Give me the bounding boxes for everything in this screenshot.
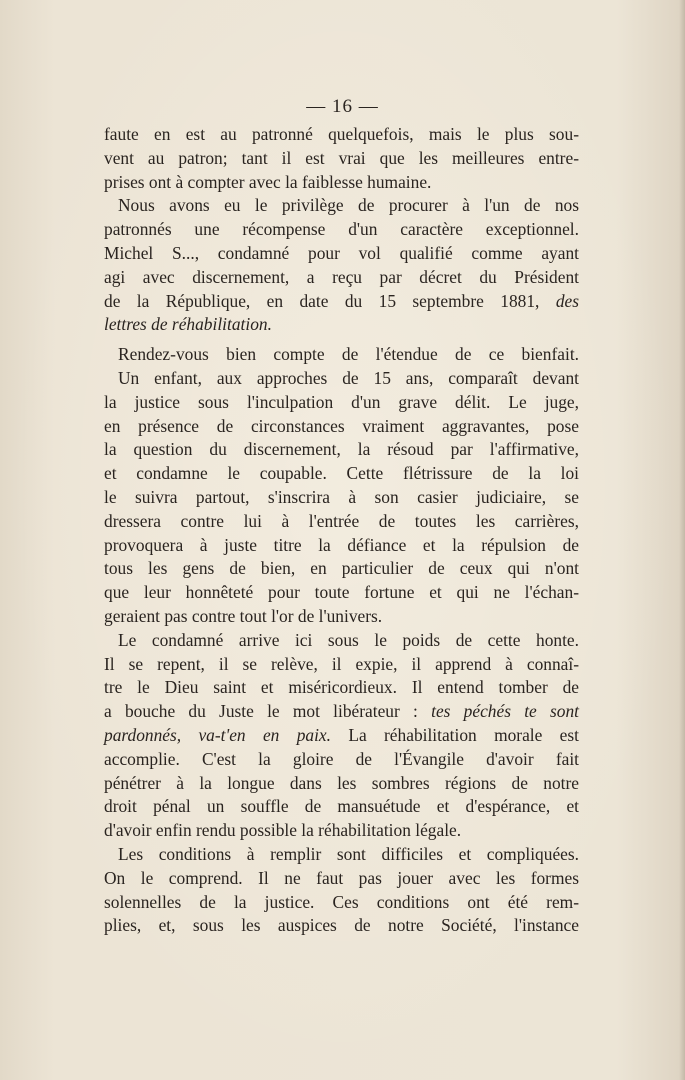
text-line: Un enfant, aux approches de 15 ans, comparaît devant (118, 367, 579, 388)
text-line: tre le Dieu saint et miséricordieux. Il entend tomber de (104, 677, 579, 698)
text-line: Michel S..., condamné pour vol qualifié comme ayant (104, 242, 579, 263)
page-edge-shadow (679, 0, 685, 1080)
text-line: agi avec discernement, a reçu par décret du Président (104, 266, 579, 287)
text-segment: La réhabilitation morale est (348, 724, 579, 745)
text-line: d'avoir enfin rendu possible la réhabilitation légale. (104, 820, 462, 841)
text-line: le suivra partout, s'inscrira à son casier judiciaire, se (104, 486, 579, 507)
text-line: faute en est au patronné quelquefois, mais le plus sou- (104, 124, 579, 144)
italic-text: tes péchés te sont (431, 701, 580, 722)
text-line: la justice sous l'inculpation d'un grave délit. Le juge, (104, 391, 579, 412)
text-segment: a bouche du Juste le mot libérateur : (104, 701, 418, 722)
text-line: prises ont à compter avec la faiblesse humaine. (104, 171, 432, 192)
text-line: plies, et, sous les auspices de notre Société, l'instance (104, 915, 579, 936)
text-line: geraient pas contre tout l'or de l'univers. (104, 605, 383, 626)
text-line: Il se repent, il se relève, il expie, il apprend à connaî- (104, 653, 579, 674)
text-line: solennelles de la justice. Ces conditions ont été rem- (104, 891, 579, 912)
text-line: On le comprend. Il ne faut pas jouer avec les formes (104, 867, 579, 888)
text-line: pénétrer à la longue dans les sombres régions de notre (104, 772, 579, 793)
text-line (104, 724, 579, 748)
text-line: patronnés une récompense d'un caractère exceptionnel. (104, 219, 579, 240)
text-line: la question du discernement, la résoud par l'affirmative, (104, 439, 579, 460)
text-line: tous les gens de bien, en particulier de ceux qui n'ont (104, 558, 579, 579)
text-line: accomplie. C'est la gloire de l'Évangile d'avoir fait (104, 748, 579, 769)
text-line (104, 290, 579, 314)
italic-text: lettres de réhabilitation. (104, 314, 272, 335)
text-line (104, 313, 579, 337)
body-text (104, 123, 579, 938)
text-line: Les conditions à remplir sont difficiles et compliquées. (118, 843, 579, 864)
text-line: et condamne le coupable. Cette flétrissure de la loi (104, 463, 579, 484)
text-line: vent au patron; tant il est vrai que les meilleures entre- (104, 147, 579, 168)
text-line: en présence de circonstances vraiment aggravantes, pose (104, 415, 579, 436)
text-line (104, 700, 579, 724)
text-line: Nous avons eu le privilège de procurer à l'un de nos (118, 195, 579, 216)
text-line: Le condamné arrive ici sous le poids de cette honte. (118, 629, 579, 650)
text-line: droit pénal un souffle de mansuétude et d'espérance, et (104, 796, 579, 817)
italic-text: des (555, 290, 579, 311)
italic-text: pardonnés, va-t'en en paix. (104, 724, 331, 745)
text-segment: de la République, en date du 15 septembre 1881, (104, 290, 540, 311)
text-line: dressera contre lui à l'entrée de toutes les carrières, (104, 510, 579, 531)
text-line: provoquera à juste titre la défiance et la répulsion de (104, 534, 579, 555)
page-number: — 16 — (306, 96, 379, 117)
text-line: que leur honnêteté pour toute fortune et qui ne l'échan- (104, 582, 579, 603)
text-line: Rendez-vous bien compte de l'étendue de ce bienfait. (118, 344, 579, 365)
